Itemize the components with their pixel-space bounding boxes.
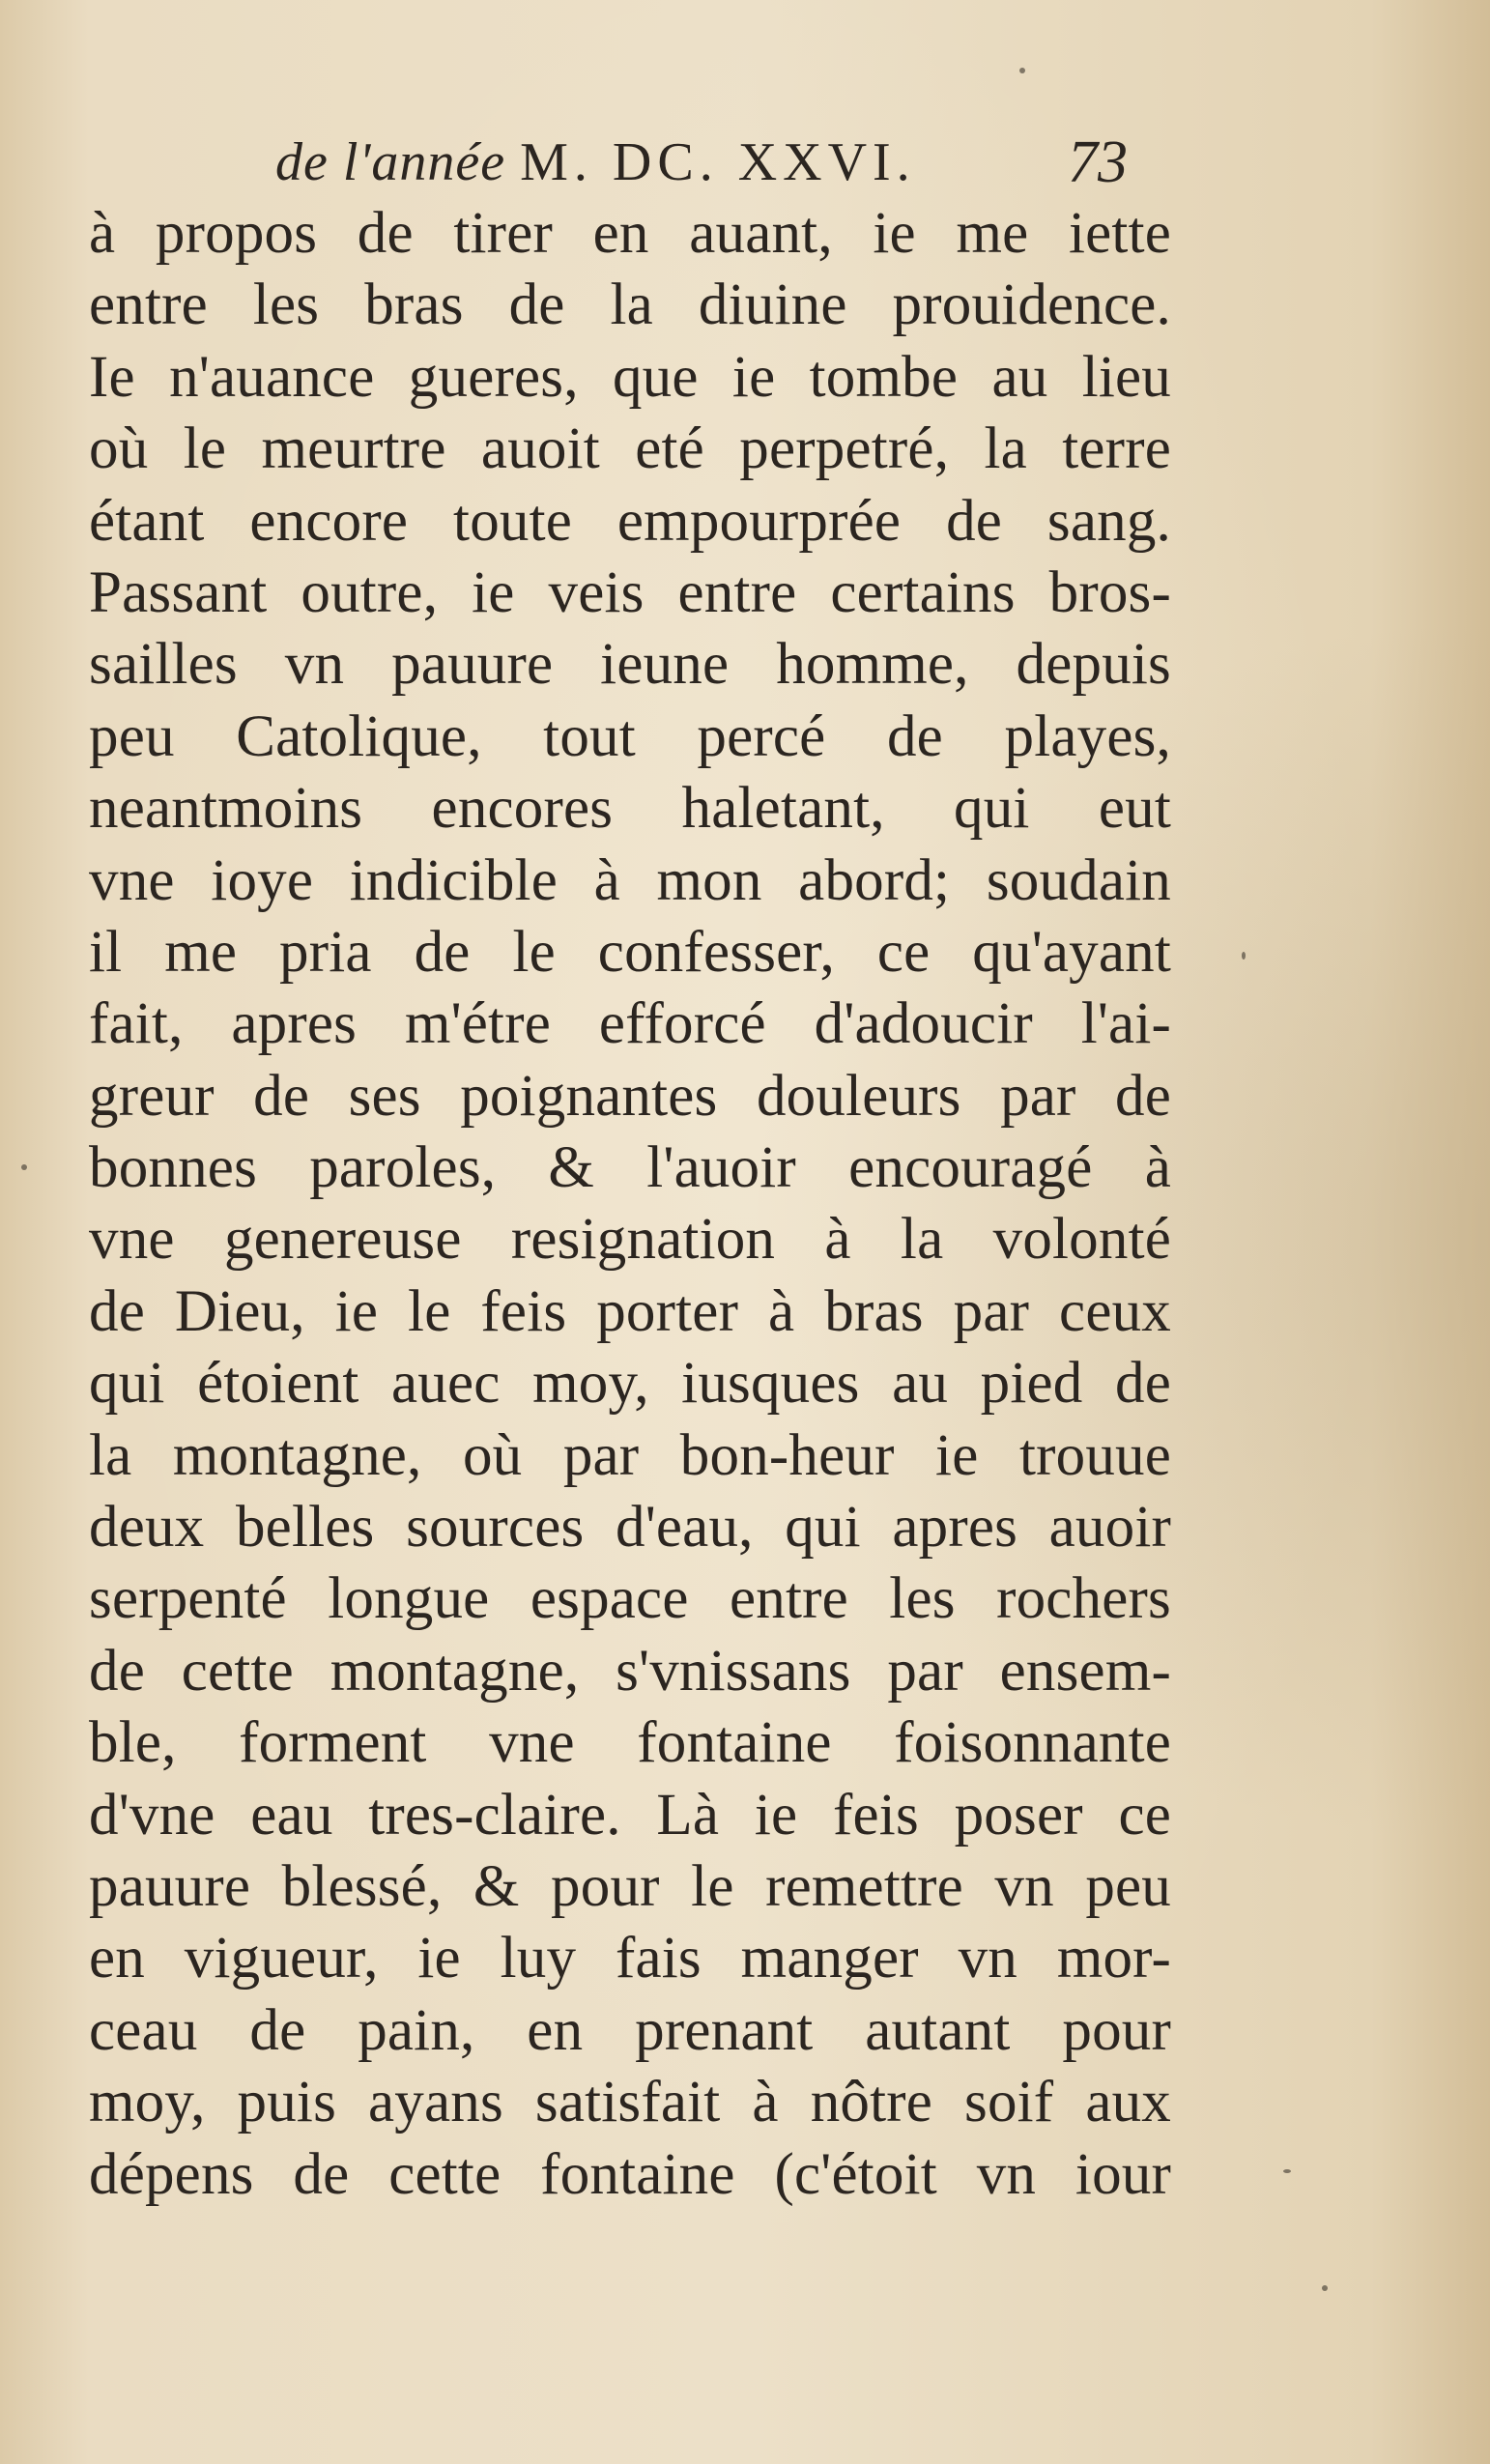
text-line: Ie n'auance gueres, que ie tombe au lieu bbox=[89, 344, 1171, 410]
text-line: étant encore toute empourprée de sang. bbox=[89, 488, 1171, 554]
text-line: de Dieu, ie le feis porter à bras par ceux bbox=[89, 1278, 1171, 1344]
text-line: peu Catolique, tout percé de playes, bbox=[89, 703, 1171, 769]
text-line: vne genereuse resignation à la volonté bbox=[89, 1207, 1171, 1273]
text-line: de cette montagne, s'vnissans par ensem- bbox=[89, 1638, 1171, 1704]
text-line: en vigueur, ie luy fais manger vn mor- bbox=[89, 1926, 1171, 1991]
running-head-year: M. DC. XXVI. bbox=[520, 132, 916, 192]
paper-speck bbox=[1242, 952, 1246, 960]
text-line: dépens de cette fontaine (c'étoit vn iour bbox=[89, 2141, 1171, 2207]
text-line: Passant outre, ie veis entre certains bros- bbox=[89, 559, 1171, 625]
running-head-italic: de l'année bbox=[275, 132, 506, 192]
page-number: 73 bbox=[1068, 129, 1128, 195]
paper-speck bbox=[1283, 2169, 1291, 2173]
running-head bbox=[275, 124, 916, 201]
text-line: bonnes paroles, & l'auoir encouragé à bbox=[89, 1135, 1171, 1201]
paper-speck bbox=[21, 1164, 27, 1170]
body-text bbox=[89, 198, 1171, 2211]
text-line: d'vne eau tres-claire. Là ie feis poser ce bbox=[89, 1782, 1171, 1848]
text-line: ble, forment vne fontaine foisonnante bbox=[89, 1710, 1171, 1776]
text-line: greur de ses poignantes douleurs par de bbox=[89, 1063, 1171, 1129]
text-line: ceau de pain, en prenant autant pour bbox=[89, 1997, 1171, 2063]
paper-speck bbox=[1019, 68, 1025, 73]
text-line: neantmoins encores haletant, qui eut bbox=[89, 776, 1171, 842]
paper-speck bbox=[1322, 2285, 1328, 2291]
text-line: il me pria de le confesser, ce qu'ayant bbox=[89, 919, 1171, 985]
text-line: pauure blessé, & pour le remettre vn peu bbox=[89, 1853, 1171, 1919]
page-header bbox=[275, 124, 1145, 201]
text-line: la montagne, où par bon-heur ie trouue bbox=[89, 1422, 1171, 1488]
text-line: entre les bras de la diuine prouidence. bbox=[89, 272, 1171, 338]
text-line: fait, apres m'étre efforcé d'adoucir l'ai- bbox=[89, 991, 1171, 1057]
text-line: à propos de tirer en auant, ie me iette bbox=[89, 201, 1171, 266]
text-line: sailles vn pauure ieune homme, depuis bbox=[89, 632, 1171, 698]
text-line: où le meurtre auoit eté perpetré, la terre bbox=[89, 416, 1171, 482]
text-line: qui étoient auec moy, iusques au pied de bbox=[89, 1351, 1171, 1417]
text-line: deux belles sources d'eau, qui apres auoir bbox=[89, 1495, 1171, 1561]
text-line: vne ioye indicible à mon abord; soudain bbox=[89, 847, 1171, 913]
text-line: serpenté longue espace entre les rochers bbox=[89, 1566, 1171, 1632]
text-line: moy, puis ayans satisfait à nôtre soif aux bbox=[89, 2070, 1171, 2135]
